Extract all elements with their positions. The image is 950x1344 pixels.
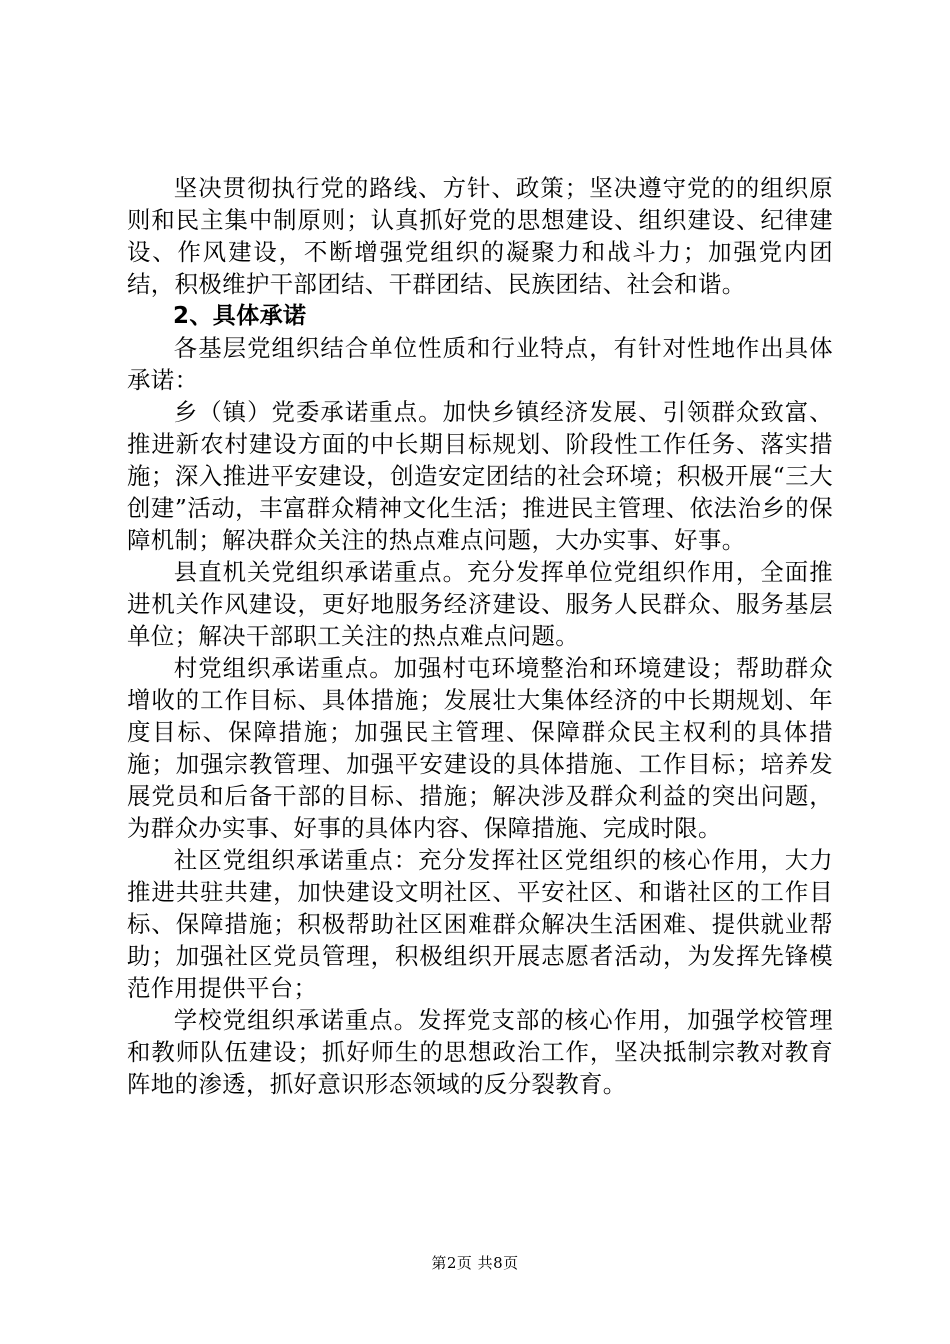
paragraph-village-organizations: 村党组织承诺重点。加强村屯环境整治和环境建设；帮助群众增收的工作目标、具体措施；发展壮大集体经济的中长期规划、年度目标、保障措施；加强民主管理、保障群众民主权利的具体措施；加强宗教管理、加强平安建设的具体措施、工作目标；培养发展党员和后备干部的目标、措施；解决涉及群众利益的突出问题，为群众办实事、好事的具体内容、保障措施、完成时限。 (127, 654, 833, 842)
document-body (127, 172, 833, 1100)
paragraph-party-principles: 坚决贯彻执行党的路线、方针、政策；坚决遵守党的的组织原则和民主集中制原则；认真抓好党的思想建设、组织建设、纪律建设、作风建设，不断增强党组织的凝聚力和战斗力；加强党内团结，积极维护干部团结、干群团结、民族团结、社会和谐。 (127, 174, 833, 298)
section-heading-specific-commitments: 2、具体承诺 (173, 303, 307, 329)
paragraph-intro-commitments: 各基层党组织结合单位性质和行业特点，有针对性地作出具体承诺： (127, 334, 833, 394)
paragraph-township-committee: 乡（镇）党委承诺重点。加快乡镇经济发展、引领群众致富、推进新农村建设方面的中长期目标规划、阶段性工作任务、落实措施；深入推进平安建设，创造安定团结的社会环境；积极开展“三大创建”活动，丰富群众精神文化生活；推进民主管理、依法治乡的保障机制；解决群众关注的热点难点问题，大办实事、好事。 (127, 398, 833, 554)
paragraph-community-organizations: 社区党组织承诺重点：充分发挥社区党组织的核心作用，大力推进共驻共建，加快建设文明社区、平安社区、和谐社区的工作目标、保障措施；积极帮助社区困难群众解决生活困难、提供就业帮助；加强社区党员管理，积极组织开展志愿者活动，为发挥先锋模范作用提供平台； (127, 846, 833, 1002)
page-number-footer: 第2页 共8页 (431, 1254, 519, 1272)
paragraph-school-organizations: 学校党组织承诺重点。发挥党支部的核心作用，加强学校管理和教师队伍建设；抓好师生的思想政治工作，坚决抵制宗教对教育阵地的渗透，抓好意识形态领域的反分裂教育。 (127, 1006, 833, 1098)
paragraph-county-organs: 县直机关党组织承诺重点。充分发挥单位党组织作用，全面推进机关作风建设，更好地服务经济建设、服务人民群众、服务基层单位；解决干部职工关注的热点难点问题。 (127, 558, 833, 650)
